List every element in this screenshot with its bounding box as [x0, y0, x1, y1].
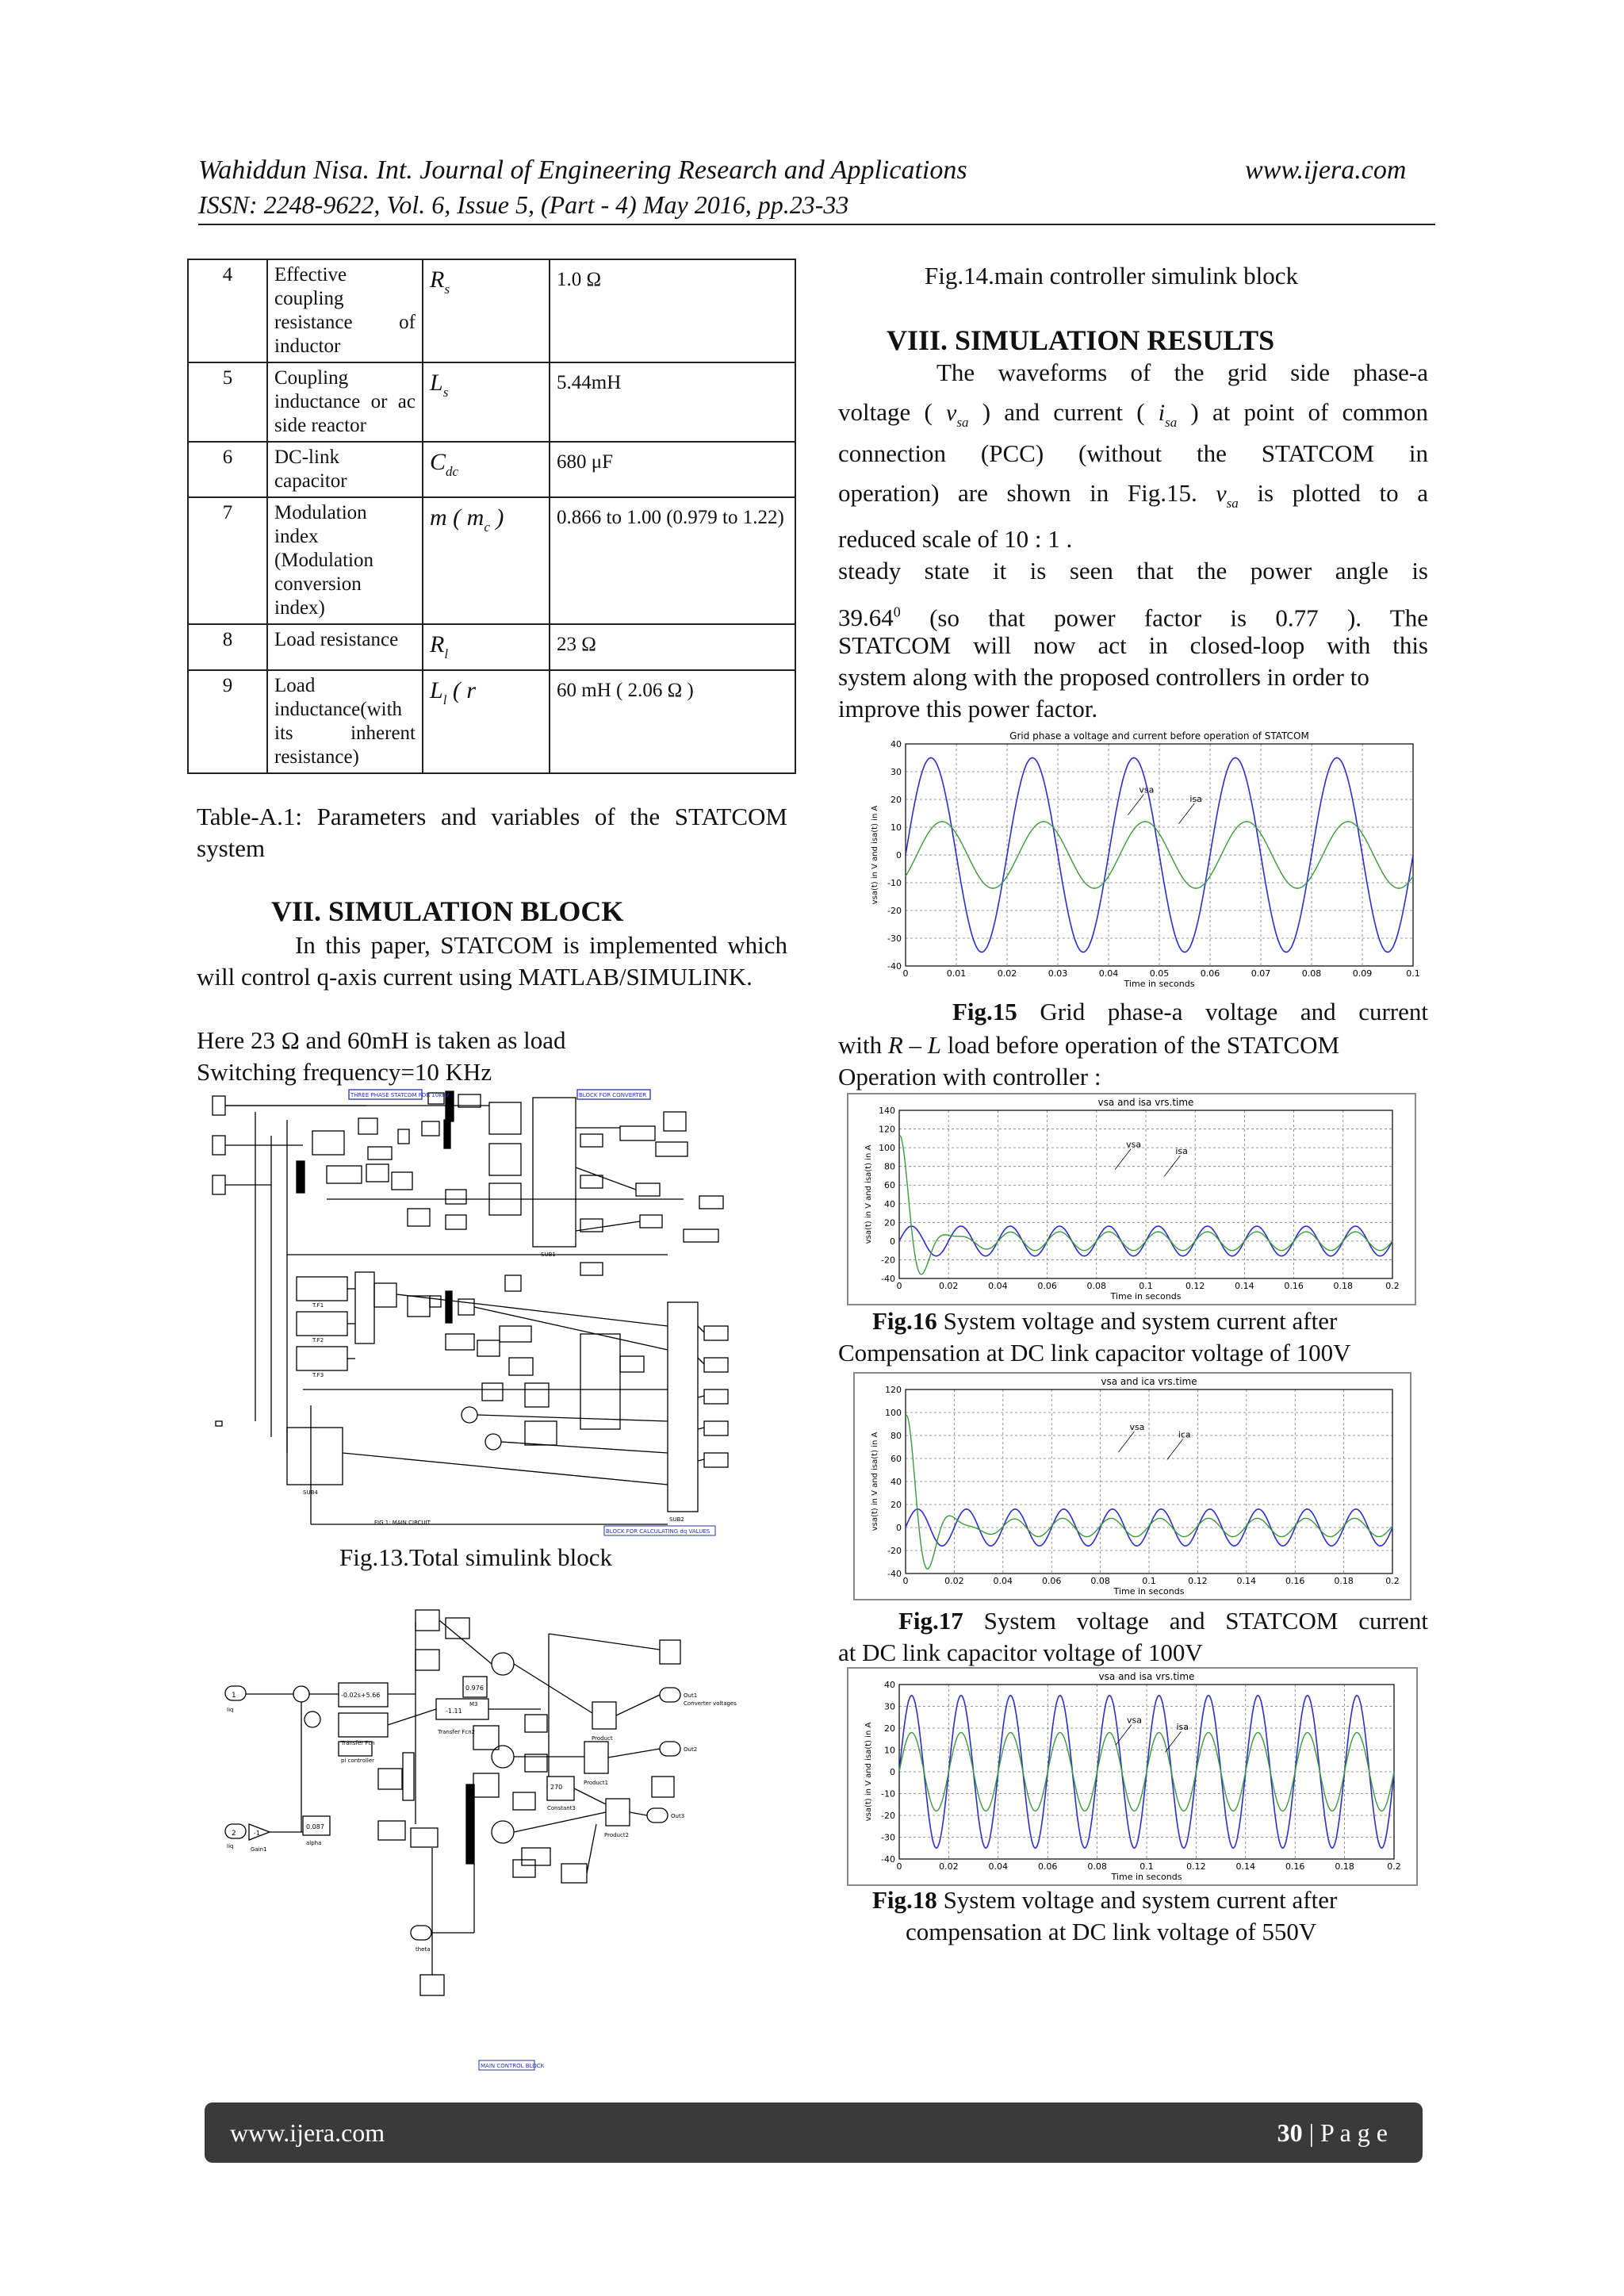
section-heading-simulation-results: VIII. SIMULATION RESULTS	[887, 324, 1275, 356]
fig15-caption-line2: with R – L load before operation of the STATCOM	[838, 1031, 1340, 1059]
y-tick-label: 10	[884, 1745, 895, 1756]
results-line-9: system along with the proposed controllers in order to	[838, 663, 1369, 691]
fig13-calc-label: BLOCK FOR CALCULATING dq VALUES	[606, 1528, 710, 1535]
y-tick-label: -20	[881, 1811, 895, 1821]
fig15-chart	[855, 726, 1423, 993]
x-tick-label: 0.08	[1090, 1576, 1110, 1586]
x-tick-label: 0.16	[1285, 1576, 1305, 1586]
results-line-4: operation) are shown in Fig.15. $v_{sa}$ is plotted to a	[838, 479, 1428, 511]
y-tick-label: -10	[881, 1788, 895, 1800]
x-tick-label: 0.06	[1041, 1576, 1062, 1586]
x-tick-label: 0.16	[1284, 1281, 1304, 1291]
fig14-iqref-name: Iiq	[227, 1843, 234, 1849]
parameter-symbol	[423, 259, 550, 362]
y-tick-label: 120	[885, 1385, 902, 1395]
y-tick-label: 20	[884, 1217, 895, 1228]
fig18-caption-line1: Fig.18 System voltage and system current after	[872, 1886, 1338, 1914]
fig14-iq-port: 1	[232, 1692, 236, 1700]
x-tick-label: 0.06	[1037, 1281, 1057, 1291]
y-tick-label: -20	[881, 1255, 895, 1266]
fig13-sub2-label: SUB2	[669, 1516, 684, 1523]
section-heading-simulation-block: VII. SIMULATION BLOCK	[271, 895, 624, 927]
x-tick-label: 0.1	[1406, 968, 1420, 979]
symbol-subscript: c	[484, 519, 490, 535]
x-tick-label: 0.07	[1251, 968, 1271, 979]
y-axis-label: vsa(t) in V and isa(t) in A	[871, 1432, 879, 1531]
x-tick-label: 0.12	[1185, 1281, 1205, 1291]
y-tick-label: 120	[879, 1124, 895, 1135]
x-tick-label: 0.02	[939, 1861, 959, 1872]
fig14-conv-name: Converter voltages	[684, 1700, 737, 1707]
fig13-caption: Fig.13.Total simulink block	[339, 1543, 612, 1571]
fig14-gain-value: -1	[254, 1830, 260, 1837]
x-tick-label: 0.1	[1142, 1576, 1156, 1586]
journal-website[interactable]: www.ijera.com	[1245, 155, 1407, 185]
annotation-isa: isa	[1189, 793, 1202, 804]
symbol-tail: )	[489, 504, 504, 531]
x-tick-label: 0.2	[1387, 1861, 1401, 1872]
fig17-caption-line1: Fig.17 System voltage and STATCOM current	[898, 1607, 1428, 1635]
y-tick-label: -30	[887, 933, 902, 944]
x-tick-label: 0.02	[944, 1576, 964, 1586]
fig17-chart	[855, 1374, 1410, 1599]
fig13-sub1-label: SUB1	[541, 1251, 556, 1258]
x-tick-label: 0.12	[1188, 1576, 1208, 1586]
y-tick-label: -40	[887, 961, 902, 972]
table-row	[188, 259, 795, 362]
parameter-value: 0.866 to 1.00 (0.979 to 1.22)	[550, 497, 795, 624]
x-tick-label: 0.04	[993, 1576, 1013, 1586]
fig14-m3-value: 0.976	[465, 1685, 484, 1692]
annotation-arrow	[1164, 1156, 1180, 1176]
fig13-converter-label: BLOCK FOR CONVERTER	[579, 1092, 647, 1098]
chart-title: vsa and isa vrs.time	[1097, 1097, 1194, 1108]
x-tick-label: 0	[902, 968, 909, 979]
y-tick-label: 40	[891, 1477, 902, 1487]
fig14-tf2: -1.11	[446, 1708, 462, 1715]
x-tick-label: 0.1	[1139, 1281, 1153, 1291]
x-tick-label: 0.02	[997, 968, 1017, 979]
results-line-5: reduced scale of 10 : 1 .	[838, 525, 1073, 553]
fig13-main-label: FIG 1: MAIN CIRCUIT	[374, 1520, 431, 1526]
parameter-symbol	[423, 362, 550, 442]
symbol-main: L	[430, 677, 443, 703]
annotation-vsa: vsa	[1129, 1422, 1145, 1433]
row-number: 9	[188, 670, 267, 773]
section7-load-line: Here 23 Ω and 60mH is taken as load	[197, 1026, 566, 1054]
fig14-tf1-name: Transfer Fcn	[341, 1740, 375, 1746]
fig14-theta-name: theta	[416, 1946, 431, 1953]
x-tick-label: 0.2	[1385, 1281, 1400, 1291]
x-tick-label: 0.1	[1139, 1861, 1154, 1872]
x-tick-label: 0.01	[946, 968, 967, 979]
fig14-out1-name: Out1	[684, 1692, 698, 1699]
section7-paragraph: In this paper, STATCOM is implemented which will control q-axis current using MATLAB/SIMULINK.	[197, 931, 787, 991]
fig14-iq-name: Iiq	[227, 1707, 234, 1713]
parameter-value: 680 μF	[550, 442, 795, 497]
x-tick-label: 0.02	[938, 1281, 959, 1291]
annotation-vsa: vsa	[1139, 784, 1155, 795]
row-number: 7	[188, 497, 267, 624]
y-tick-label: 0	[896, 850, 902, 861]
fig13-tf1-label: T.F1	[312, 1302, 324, 1309]
row-number: 4	[188, 259, 267, 362]
results-line-3: connection (PCC) (without the STATCOM in	[838, 439, 1428, 467]
symbol-main: C	[430, 449, 446, 475]
fig13-tf3-label: T.F3	[312, 1372, 324, 1378]
results-line-8: STATCOM will now act in closed-loop with this	[838, 631, 1428, 659]
fig18-frame	[847, 1667, 1418, 1886]
x-axis-label: Time in seconds	[1110, 1291, 1182, 1301]
x-tick-label: 0	[902, 1576, 909, 1586]
parameter-table	[187, 259, 796, 774]
x-axis-label: Time in seconds	[1124, 979, 1195, 989]
x-tick-label: 0.2	[1385, 1576, 1400, 1586]
fig16-caption-line1: Fig.16 System voltage and system current after	[872, 1307, 1338, 1335]
x-tick-label: 0.06	[1037, 1861, 1058, 1872]
results-line-7: 39.64$^0$ (so that power factor is 0.77 ). The	[838, 604, 1429, 632]
parameter-value: 60 mH ( 2.06 Ω )	[550, 670, 795, 773]
chart-title: vsa and ica vrs.time	[1101, 1376, 1197, 1387]
fig13-sub4-label: SUB4	[303, 1489, 318, 1496]
x-tick-label: 0.03	[1048, 968, 1068, 979]
annotation-vsa: vsa	[1127, 1715, 1143, 1726]
issn-line: ISSN: 2248-9622, Vol. 6, Issue 5, (Part - 4) May 2016, pp.23-33	[198, 190, 849, 219]
y-tick-label: 0	[896, 1523, 902, 1533]
x-tick-label: 0	[896, 1861, 902, 1872]
x-tick-label: 0.09	[1352, 968, 1373, 979]
y-tick-label: 100	[885, 1408, 902, 1418]
parameter-name: Modulation index (Modulation conversion index)	[267, 497, 423, 624]
section7-switching-line: Switching frequency=10 KHz	[197, 1058, 492, 1086]
symbol-main: R	[430, 266, 445, 293]
y-tick-label: 100	[879, 1143, 895, 1154]
fig14-alpha-name: alpha	[306, 1840, 322, 1846]
table-row	[188, 362, 795, 442]
x-tick-label: 0.08	[1086, 1281, 1107, 1291]
symbol-subscript: l	[444, 646, 449, 661]
fig13-simulink-diagram	[208, 1088, 779, 1539]
x-tick-label: 0.14	[1235, 1861, 1256, 1872]
y-tick-label: 80	[884, 1161, 895, 1172]
chart-title: Grid phase a voltage and current before operation of STATCOM	[1009, 730, 1309, 742]
symbol-subscript: l	[442, 692, 447, 707]
fig14-pi-label: pi controller	[341, 1757, 375, 1764]
chart-title: vsa and isa vrs.time	[1098, 1671, 1195, 1682]
annotation-isa: isa	[1176, 1722, 1189, 1733]
fig14-caption: Fig.14.main controller simulink block	[925, 262, 1298, 289]
results-line-10: improve this power factor.	[838, 695, 1098, 723]
parameter-name: DC-link capacitor	[267, 442, 423, 497]
annotation-arrow	[1128, 795, 1143, 815]
y-tick-label: 20	[891, 795, 902, 805]
journal-title: Wahiddun Nisa. Int. Journal of Engineering Research and Applications	[198, 155, 967, 185]
y-axis-label: vsa(t) in V and isa(t) in A	[864, 1144, 873, 1244]
annotation-arrow	[1118, 1432, 1134, 1452]
x-tick-label: 0.08	[1087, 1861, 1107, 1872]
y-tick-label: 40	[884, 1680, 895, 1690]
y-tick-label: 60	[884, 1180, 895, 1191]
y-tick-label: 0	[890, 1236, 895, 1247]
y-tick-label: 60	[891, 1454, 902, 1464]
y-tick-label: 30	[891, 767, 902, 777]
fig14-constant3-value: 270	[550, 1784, 563, 1791]
parameter-value: 23 Ω	[550, 624, 795, 670]
fig14-m3-name: M3	[469, 1701, 478, 1708]
x-tick-label: 0.14	[1236, 1576, 1257, 1586]
results-line-2: voltage ( $v_{sa}$ ) and current ( $i_{sa}$ ) at point of common	[838, 398, 1429, 430]
fig14-product-name: Product	[592, 1735, 613, 1742]
y-tick-label: -20	[887, 906, 902, 916]
y-tick-label: 140	[879, 1106, 895, 1116]
x-tick-label: 0.18	[1333, 1281, 1354, 1291]
y-tick-label: -10	[887, 878, 902, 888]
symbol-subscript: s	[444, 282, 450, 297]
annotation-ica: ica	[1178, 1429, 1191, 1440]
fig15-caption-line1: Fig.15 Grid phase-a voltage and current	[952, 998, 1428, 1025]
symbol-subscript: dc	[446, 464, 459, 479]
parameter-symbol	[423, 497, 550, 624]
x-tick-label: 0.12	[1186, 1861, 1206, 1872]
parameter-name: Effective coupling resistance of inductor	[267, 259, 423, 362]
x-tick-label: 0.04	[988, 1861, 1009, 1872]
symbol-main: m ( m	[430, 504, 485, 531]
y-tick-label: 80	[891, 1431, 902, 1441]
x-tick-label: 0.14	[1235, 1281, 1254, 1291]
y-axis-label: vsa(t) in V and isa(t) in A	[871, 805, 879, 905]
symbol-subscript: s	[442, 385, 449, 400]
x-axis-label: Time in seconds	[1111, 1872, 1182, 1882]
y-tick-label: -40	[887, 1569, 902, 1579]
y-tick-label: -20	[887, 1546, 902, 1556]
parameter-symbol	[423, 624, 550, 670]
x-tick-label: 0	[896, 1281, 902, 1291]
symbol-main: L	[430, 370, 443, 396]
x-tick-label: 0.18	[1335, 1861, 1354, 1872]
y-tick-label: 10	[891, 822, 902, 833]
parameter-symbol	[423, 670, 550, 773]
fig15-after-line: Operation with controller :	[838, 1063, 1101, 1091]
fig14-out2-name: Out2	[684, 1746, 698, 1753]
fig14-constant3-name: Constant3	[547, 1805, 576, 1811]
symbol-tail: ( r	[446, 677, 477, 703]
x-tick-label: 0.04	[988, 1281, 1008, 1291]
fig14-alpha-value: 0.087	[306, 1823, 324, 1830]
fig17-frame	[853, 1372, 1411, 1600]
table-row	[188, 442, 795, 497]
y-axis-label: vsa(t) in V and isa(t) in A	[864, 1722, 873, 1822]
fig18-chart	[848, 1669, 1416, 1884]
parameter-value: 5.44mH	[550, 362, 795, 442]
y-tick-label: -40	[881, 1854, 895, 1865]
fig17-caption-line2: at DC link capacitor voltage of 100V	[838, 1639, 1203, 1666]
fig14-block-label: MAIN CONTROL BLOCK	[481, 2063, 545, 2069]
symbol-main: R	[430, 631, 445, 657]
annotation-vsa: vsa	[1126, 1139, 1142, 1150]
annotation-arrow	[1178, 803, 1194, 824]
table-row	[188, 624, 795, 670]
row-number: 6	[188, 442, 267, 497]
row-number: 5	[188, 362, 267, 442]
fig14-out3-name: Out3	[671, 1813, 685, 1819]
footer-website[interactable]: www.ijera.com	[230, 2118, 385, 2147]
y-tick-label: -40	[881, 1274, 895, 1284]
x-tick-label: 0.05	[1149, 968, 1170, 979]
fig14-product1-name: Product1	[584, 1780, 609, 1786]
annotation-arrow	[1167, 1439, 1183, 1459]
header-rule	[198, 224, 1435, 225]
parameter-value: 1.0 Ω	[550, 259, 795, 362]
row-number: 8	[188, 624, 267, 670]
x-axis-label: Time in seconds	[1113, 1586, 1185, 1596]
fig14-simulink-diagram	[208, 1586, 779, 2079]
table-row	[188, 497, 795, 624]
fig16-caption-line2: Compensation at DC link capacitor voltage of 100V	[838, 1339, 1351, 1366]
page-footer	[205, 2102, 1423, 2163]
fig13-title-label: THREE PHASE STATCOM FOR 10kHz	[350, 1092, 450, 1098]
table-row	[188, 670, 795, 773]
x-tick-label: 0.08	[1301, 968, 1322, 979]
footer-page-number: 30 | P a g e	[1277, 2118, 1388, 2147]
parameter-name: Load inductance(with its inherent resistance)	[267, 670, 423, 773]
y-tick-label: 20	[884, 1723, 895, 1734]
y-tick-label: 30	[884, 1701, 895, 1712]
y-tick-label: -30	[881, 1832, 895, 1843]
x-tick-label: 0.16	[1285, 1861, 1305, 1872]
fig14-gain-name: Gain1	[251, 1846, 267, 1853]
fig16-frame	[847, 1093, 1416, 1305]
x-tick-label: 0.18	[1334, 1576, 1354, 1586]
parameter-name: Coupling inductance or ac side reactor	[267, 362, 423, 442]
fig13-tf2-label: T.F2	[312, 1337, 324, 1343]
fig14-tf2-name: Transfer Fcn2	[438, 1729, 476, 1735]
fig14-iqref-port: 2	[232, 1830, 236, 1838]
annotation-isa: isa	[1175, 1146, 1188, 1157]
results-line-6: steady state it is seen that the power angle is	[838, 557, 1428, 585]
fig18-caption-line2: compensation at DC link voltage of 550V	[906, 1918, 1317, 1945]
fig14-tf1: -0.02s+5.66	[341, 1692, 381, 1699]
fig14-product2-name: Product2	[604, 1832, 630, 1838]
parameter-symbol	[423, 442, 550, 497]
y-tick-label: 20	[891, 1500, 902, 1510]
table-caption: Table-A.1: Parameters and variables of the STATCOM system	[197, 803, 787, 862]
x-tick-label: 0.04	[1098, 968, 1119, 979]
fig16-chart	[848, 1094, 1415, 1304]
parameter-name: Load resistance	[267, 624, 423, 670]
results-line-1: The waveforms of the grid side phase-a	[936, 358, 1428, 386]
y-tick-label: 40	[884, 1198, 895, 1209]
y-tick-label: 0	[890, 1767, 895, 1777]
x-tick-label: 0.06	[1200, 968, 1220, 979]
y-tick-label: 40	[891, 739, 902, 749]
